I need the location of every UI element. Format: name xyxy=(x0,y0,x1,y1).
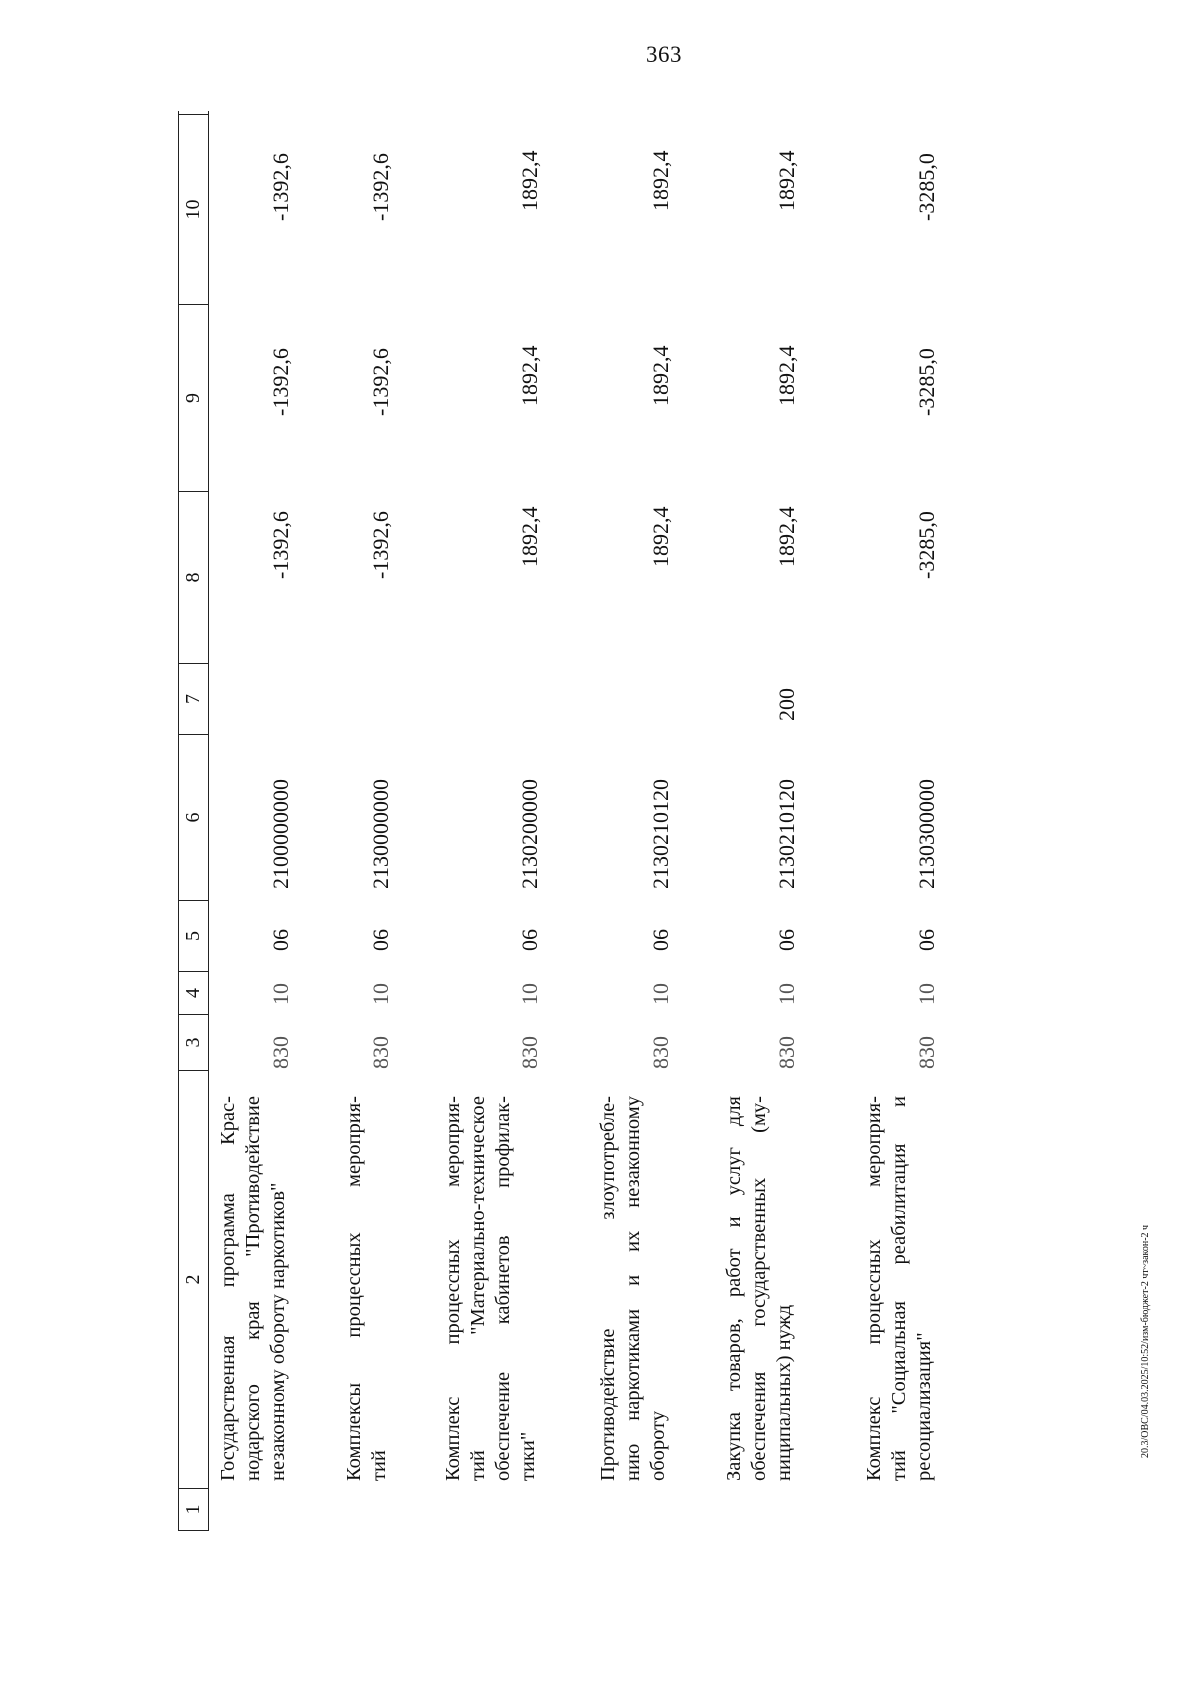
cell-col-6: 2130300000 xyxy=(914,779,939,889)
header-col-2: 2 xyxy=(179,1071,208,1489)
cell-col-9: 1892,4 xyxy=(774,345,799,406)
row-name: Комплекс процессных мероприя- тий "Социальная реабилитация и ресоциализация" xyxy=(863,1096,935,1481)
cell-col-3: 830 xyxy=(368,1036,393,1069)
cell-col-4: 10 xyxy=(268,983,293,1005)
cell-col-9: 1892,4 xyxy=(648,345,673,406)
cell-col-5: 06 xyxy=(368,929,393,951)
cell-col-10: -1392,6 xyxy=(268,153,293,221)
cell-col-5: 06 xyxy=(914,929,939,951)
row-name: Противодействие злоупотребле- нию наркотиками и их незаконному обороту xyxy=(597,1096,669,1481)
cell-col-3: 830 xyxy=(774,1036,799,1069)
cell-col-8: 1892,4 xyxy=(517,506,542,567)
cell-col-6: 2130000000 xyxy=(368,779,393,889)
cell-col-10: 1892,4 xyxy=(517,150,542,211)
header-col-3: 3 xyxy=(179,1015,208,1071)
cell-col-4: 10 xyxy=(368,983,393,1005)
cell-col-7: 200 xyxy=(774,688,799,721)
header-col-9: 9 xyxy=(179,305,208,492)
cell-col-3: 830 xyxy=(268,1036,293,1069)
header-col-8: 8 xyxy=(179,492,208,664)
cell-col-3: 830 xyxy=(517,1036,542,1069)
cell-col-10: 1892,4 xyxy=(648,150,673,211)
footer-text: 20.3/ОВС/04.03.2025/10:52/изм-бюджет-2 чт~закон-2 ч xyxy=(1140,1224,1151,1458)
cell-col-4: 10 xyxy=(517,983,542,1005)
header-col-1: 1 xyxy=(179,1489,208,1531)
cell-col-3: 830 xyxy=(648,1036,673,1069)
cell-col-5: 06 xyxy=(517,929,542,951)
cell-col-8: -1392,6 xyxy=(268,511,293,579)
header-col-7: 7 xyxy=(179,664,208,735)
header-col-6: 6 xyxy=(179,735,208,901)
cell-col-5: 06 xyxy=(268,929,293,951)
document-footer xyxy=(1140,438,1160,1458)
row-name: Закупка товаров, работ и услуг для обеспечения государственных (му- ниципальных) нужд xyxy=(723,1096,795,1481)
cell-col-8: -3285,0 xyxy=(914,511,939,579)
cell-col-8: 1892,4 xyxy=(774,506,799,567)
cell-col-8: 1892,4 xyxy=(648,506,673,567)
cell-col-4: 10 xyxy=(914,983,939,1005)
page-number: 363 xyxy=(646,42,682,67)
cell-col-10: -1392,6 xyxy=(368,153,393,221)
cell-col-8: -1392,6 xyxy=(368,511,393,579)
row-name: Комплексы процессных мероприя- тий xyxy=(343,1096,390,1481)
header-col-10: 10 xyxy=(179,114,208,305)
cell-col-4: 10 xyxy=(774,983,799,1005)
cell-col-10: -3285,0 xyxy=(914,153,939,221)
header-col-5: 5 xyxy=(179,901,208,972)
cell-col-10: 1892,4 xyxy=(774,150,799,211)
budget-table xyxy=(178,111,1028,1531)
cell-col-9: 1892,4 xyxy=(517,345,542,406)
table-header xyxy=(178,111,209,1531)
cell-col-6: 2130210120 xyxy=(774,779,799,889)
cell-col-5: 06 xyxy=(648,929,673,951)
cell-col-6: 2130210120 xyxy=(648,779,673,889)
header-col-4: 4 xyxy=(179,972,208,1015)
row-name: Государственная программа Крас- нодарского края "Противодействие незаконному обороту наркотиков" xyxy=(217,1096,289,1481)
cell-col-6: 2130200000 xyxy=(517,779,542,889)
cell-col-3: 830 xyxy=(914,1036,939,1069)
cell-col-9: -1392,6 xyxy=(268,348,293,416)
row-name: Комплекс процессных мероприя- тий "Материально-техническое обеспечение кабинетов профилак- тики" xyxy=(442,1096,539,1481)
cell-col-9: -3285,0 xyxy=(914,348,939,416)
cell-col-9: -1392,6 xyxy=(368,348,393,416)
cell-col-4: 10 xyxy=(648,983,673,1005)
cell-col-6: 2100000000 xyxy=(268,779,293,889)
cell-col-5: 06 xyxy=(774,929,799,951)
